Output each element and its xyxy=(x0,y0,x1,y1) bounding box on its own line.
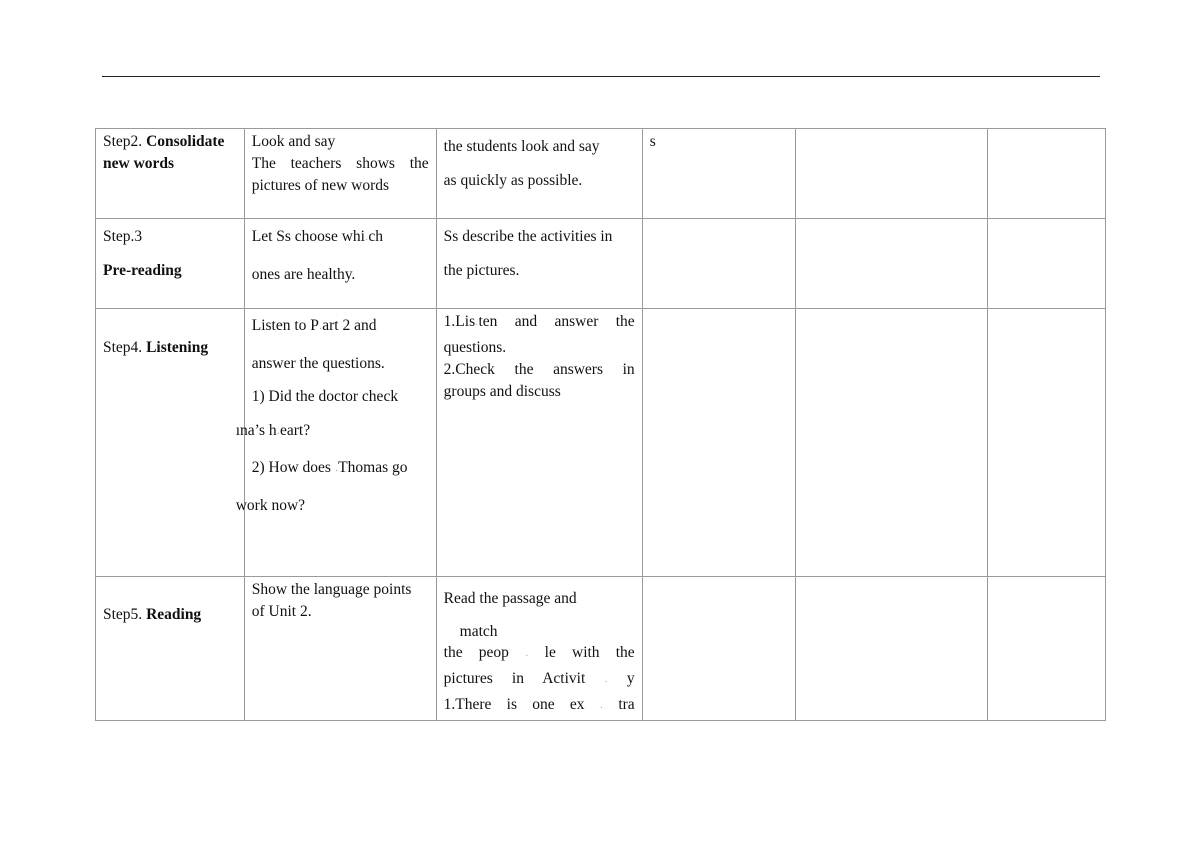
empty-cell xyxy=(796,219,988,309)
dot-mark: · xyxy=(276,428,280,440)
student-line: le with the xyxy=(528,644,635,661)
empty-cell xyxy=(988,129,1106,219)
empty-cell xyxy=(642,309,796,577)
student-activity-cell xyxy=(436,219,642,309)
empty-cell xyxy=(642,577,796,721)
student-activity-cell xyxy=(436,577,642,721)
dot-mark: · xyxy=(599,703,604,714)
step-cell xyxy=(96,129,245,219)
teacher-line: Look and say xyxy=(251,133,336,150)
purpose-cell xyxy=(642,129,796,219)
student-activity-cell xyxy=(436,309,642,577)
step-cell xyxy=(96,309,245,577)
teacher-line: answer the questions. xyxy=(251,354,385,372)
student-line: pictures in Activit xyxy=(443,670,605,687)
student-line: questions. xyxy=(443,339,507,356)
dot-mark: · xyxy=(364,235,369,246)
student-line: as quickly as possible. xyxy=(443,171,583,189)
table-row xyxy=(96,219,1106,309)
teacher-line: 2) How does xyxy=(251,459,335,476)
student-line: the peop xyxy=(443,644,526,661)
step-prefix: Step5. xyxy=(103,606,147,623)
empty-cell xyxy=(796,309,988,577)
dot-mark: · xyxy=(525,651,529,662)
dot-mark: · xyxy=(475,320,479,331)
dot-mark: · xyxy=(318,324,323,335)
step-cell xyxy=(96,219,245,309)
student-line: the pictures. xyxy=(443,261,520,279)
student-line: 1.Lis xyxy=(443,313,476,330)
student-line: Ss describe the activities in xyxy=(443,228,613,245)
teacher-line: ch xyxy=(368,228,383,245)
empty-cell xyxy=(988,219,1106,309)
dot-mark: · xyxy=(604,677,608,688)
step-title: Pre-reading xyxy=(103,261,182,279)
teacher-activity-cell xyxy=(244,129,436,219)
student-line: y xyxy=(607,670,635,687)
student-line: the students look and say xyxy=(443,138,600,155)
teacher-activity-cell xyxy=(244,219,436,309)
step-title: Listening xyxy=(146,339,209,356)
student-line: ten and answer the xyxy=(478,313,635,330)
table-row xyxy=(96,129,1106,219)
empty-cell xyxy=(796,577,988,721)
student-line: 1.There is one ex xyxy=(443,696,600,713)
teacher-activity-cell xyxy=(235,309,436,577)
step-cell xyxy=(96,577,245,721)
teacher-line: Listen to P xyxy=(251,317,319,334)
teacher-line: eart? xyxy=(279,421,311,439)
step-prefix: Step.3 xyxy=(103,228,143,245)
teacher-line: Let Ss choose whi xyxy=(251,228,365,245)
student-line: 2.Check the answers in xyxy=(443,361,635,378)
step-prefix: Step2. xyxy=(103,133,147,150)
empty-cell xyxy=(796,129,988,219)
teacher-line: ones are healthy. xyxy=(251,265,356,283)
lesson-plan-table xyxy=(95,128,1106,721)
table-row xyxy=(96,577,1106,721)
teacher-line: Show the language points xyxy=(251,581,412,598)
teacher-line: The teachers shows the xyxy=(251,155,429,172)
table-row xyxy=(96,309,1106,577)
step-prefix: Step4. xyxy=(103,339,147,356)
step-title: Reading xyxy=(146,606,202,623)
step-title: Consolidate new words xyxy=(103,133,225,172)
teacher-activity-cell xyxy=(244,577,436,721)
teacher-line: 1) Did the doctor check xyxy=(251,388,399,405)
teacher-line: work now? xyxy=(235,496,306,514)
empty-cell xyxy=(988,309,1106,577)
student-line: match xyxy=(459,623,498,640)
student-line: tra xyxy=(603,696,635,713)
student-line: Read the passage and xyxy=(443,590,577,607)
empty-cell xyxy=(642,219,796,309)
teacher-line: pictures of new words xyxy=(251,177,390,194)
cell-text: s xyxy=(649,133,656,150)
teacher-line: art 2 and xyxy=(322,317,377,334)
teacher-line: Thomas go xyxy=(338,459,408,476)
teacher-line: ına’s h xyxy=(235,421,277,439)
header-rule xyxy=(102,76,1100,77)
empty-cell xyxy=(988,577,1106,721)
teacher-line: of Unit 2. xyxy=(251,603,312,620)
student-activity-cell xyxy=(436,129,642,219)
dot-mark: · xyxy=(334,466,339,477)
student-line: groups and discuss xyxy=(443,383,561,400)
